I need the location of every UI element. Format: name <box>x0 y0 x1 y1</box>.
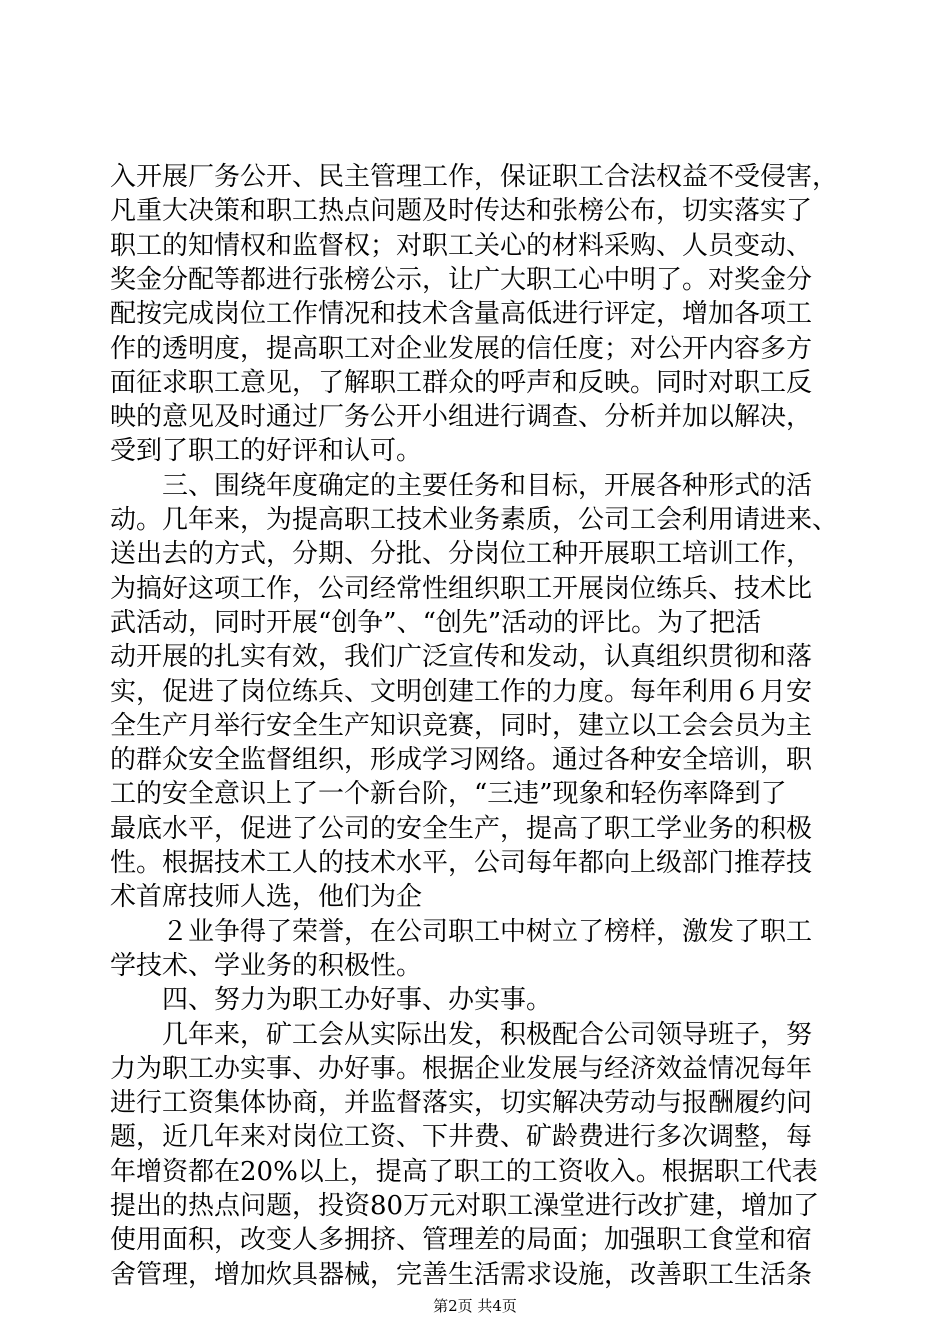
text-line: 动。几年来，为提高职工技术业务素质，公司工会利用请进来、 <box>110 505 839 535</box>
text-line: 的群众安全监督组织，形成学习网络。通过各种安全培训，职 <box>110 745 813 776</box>
text-line: 凡重大决策和职工热点问题及时传达和张榜公布，切实落实了 <box>110 196 813 227</box>
text-line: 学技术、学业务的积极性。 <box>110 950 423 981</box>
text-line: 全生产月举行安全生产知识竞赛，同时，建立以工会会员为主 <box>110 710 813 741</box>
text-line: 工的安全意识上了一个新台阶，“三违”现象和轻伤率降到了 <box>110 779 787 810</box>
text-line: 进行工资集体协商，并监督落实，切实解决劳动与报酬履约问 <box>110 1088 813 1119</box>
page-footer: 第2页 共4页 <box>433 1297 517 1315</box>
text-line: 题，近几年来对岗位工资、下井费、矿龄费进行多次调整，每 <box>110 1122 813 1153</box>
text-line: 面征求职工意见，了解职工群众的呼声和反映。同时对职工反 <box>110 367 813 398</box>
text-line: 奖金分配等都进行张榜公示，让广大职工心中明了。对奖金分 <box>110 264 813 295</box>
text-line: 送出去的方式，分期、分批、分岗位工种开展职工培训工作， <box>110 539 813 570</box>
text-line: 术首席技师人选，他们为企 <box>110 882 423 913</box>
text-line: 入开展厂务公开、民主管理工作，保证职工合法权益不受侵害， <box>110 162 839 192</box>
text-line: ２业争得了荣誉，在公司职工中树立了榜样，激发了职工 <box>110 916 813 947</box>
text-line: 为搞好这项工作，公司经常性组织职工开展岗位练兵、技术比 <box>110 573 813 604</box>
text-line: 动开展的扎实有效，我们广泛宣传和发动，认真组织贯彻和落 <box>110 642 813 673</box>
text-line: 舍管理，增加炊具器械，完善生活需求设施，改善职工生活条 <box>110 1259 813 1290</box>
text-line: 四、努力为职工办好事、办实事。 <box>110 985 553 1016</box>
text-line: 最底水平，促进了公司的安全生产，提高了职工学业务的积极 <box>110 813 813 844</box>
text-line: 力为职工办实事、办好事。根据企业发展与经济效益情况每年 <box>110 1053 813 1084</box>
text-line: 映的意见及时通过厂务公开小组进行调查、分析并加以解决， <box>110 402 813 433</box>
text-line: 性。根据技术工人的技术水平，公司每年都向上级部门推荐技 <box>110 848 813 878</box>
text-line: 三、围绕年度确定的主要任务和目标，开展各种形式的活 <box>110 470 813 501</box>
text-line: 提出的热点问题，投资80万元对职工澡堂进行改扩建，增加了 <box>110 1191 820 1221</box>
text-line: 职工的知情权和监督权；对职工关心的材料采购、人员变动、 <box>110 230 813 261</box>
text-line: 几年来，矿工会从实际出发，积极配合公司领导班子，努 <box>110 1019 813 1050</box>
text-line: 受到了职工的好评和认可。 <box>110 436 423 467</box>
text-line: 年增资都在20%以上，提高了职工的工资收入。根据职工代表 <box>110 1156 818 1187</box>
text-line: 武活动，同时开展“创争”、“创先”活动的评比。为了把活 <box>110 607 762 638</box>
text-line: 实，促进了岗位练兵、文明创建工作的力度。每年利用６月安 <box>110 676 813 707</box>
text-line: 作的透明度，提高职工对企业发展的信任度；对公开内容多方 <box>110 333 813 364</box>
text-line: 配按完成岗位工作情况和技术含量高低进行评定，增加各项工 <box>110 299 813 330</box>
text-line: 使用面积，改变人多拥挤、管理差的局面；加强职工食堂和宿 <box>110 1225 813 1256</box>
